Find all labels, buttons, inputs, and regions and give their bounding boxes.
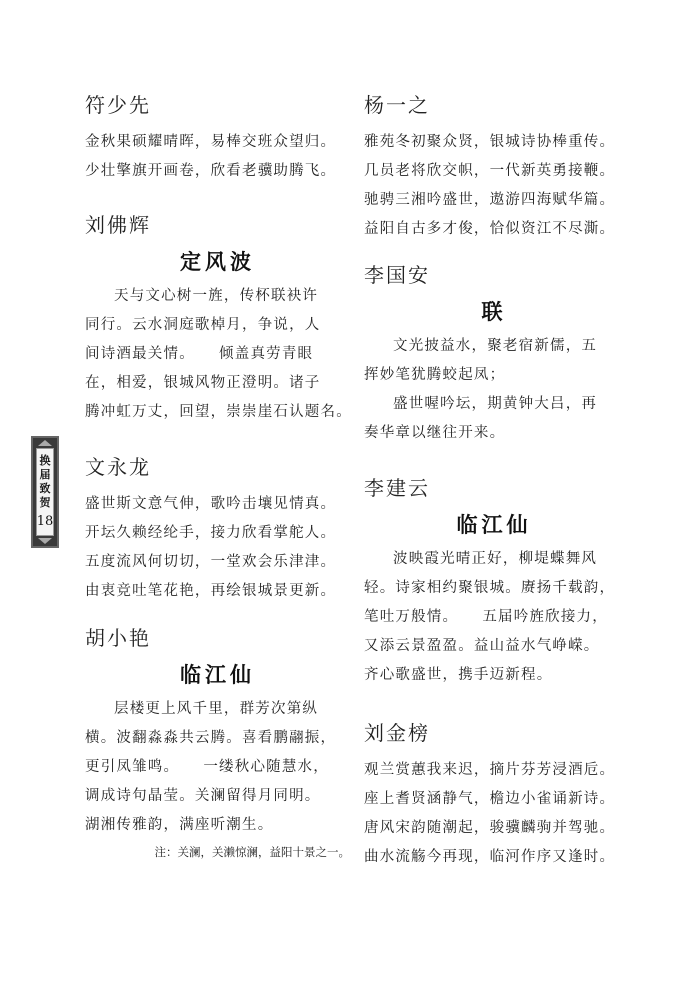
poem-line: 益阳自古多才俊，恰似资江不尽澌。: [364, 221, 616, 237]
poem-line: 文光披益水，聚老宿新儒，五: [393, 338, 598, 354]
poem-author: 符少先: [85, 93, 151, 117]
poem-li-guoan: [364, 262, 624, 448]
poem-author: 文永龙: [85, 455, 151, 479]
poem-line: 又添云景盈盈。益山益水气峥嵘。: [364, 638, 600, 654]
poem-line: 金秋果硕耀晴晖，易棒交班众望归。: [85, 134, 337, 150]
poem-author: 杨一之: [364, 93, 430, 117]
poem-line: 盛世斯文意气伸，歌吟击壤见情真。: [85, 496, 337, 512]
poem-line: 挥妙笔犹腾蛟起凤；: [364, 367, 506, 383]
poem-line: 调成诗句晶莹。关澜留得月同明。: [85, 788, 321, 804]
section-tab: [31, 436, 59, 548]
poem-line: 笔吐万般情。 五届吟旌欣接力，: [364, 609, 608, 625]
poem-title: 定风波: [180, 249, 255, 274]
poem-line: 唐风宋韵随潮起，骏骥麟驹并驾驰。: [364, 820, 616, 836]
page-number: 18: [36, 514, 54, 529]
poem-line: 由衷竞吐笔花艳，再绘银城景更新。: [85, 583, 337, 599]
poem-line: 在，相爱，银城风物正澄明。诸子: [85, 375, 321, 391]
poem-author: 刘金榜: [364, 721, 430, 745]
poem-line: 横。波翻淼淼共云腾。喜看鹏翮振，: [85, 730, 337, 746]
poem-title: 临江仙: [180, 662, 255, 687]
poem-fu-shaoxian: [85, 92, 350, 186]
poem-author: 李国安: [364, 263, 430, 287]
poem-author: 刘佛辉: [85, 213, 151, 237]
poem-line: 曲水流觞今再现，临河作序又逢时。: [364, 849, 616, 865]
poem-line: 奏华章以继往开来。: [364, 425, 506, 441]
poem-wen-yonglong: [85, 454, 350, 606]
section-tab-label: 换届致贺: [39, 454, 51, 509]
tab-top-ornament: [38, 440, 52, 446]
poem-line: 更引凤雏鸣。 一缕秋心随慧水，: [85, 759, 329, 775]
poem-line: 座上耆贤涵静气，檐边小雀诵新诗。: [364, 791, 616, 807]
poem-line: 几员老将欣交帜，一代新英勇接鞭。: [364, 163, 616, 179]
section-tab-inner: [36, 448, 54, 536]
poem-line: 驰骋三湘吟盛世，遨游四海赋华篇。: [364, 192, 616, 208]
poem-yang-yizhi: [364, 92, 624, 244]
poem-author: 胡小艳: [85, 626, 151, 650]
poem-line: 少壮擎旗开画卷，欣看老骥助腾飞。: [85, 163, 337, 179]
poem-line: 腾冲虹万丈，回望，崇崇崖石认题名。: [85, 404, 352, 420]
poem-line: 层楼更上风千里，群芳次第纵: [114, 701, 319, 717]
poem-line: 齐心歌盛世，携手迈新程。: [364, 667, 553, 683]
poem-line: 开坛久赖经纶手，接力欣看掌舵人。: [85, 525, 337, 541]
poem-title: 临江仙: [456, 512, 532, 537]
poem-li-jianyun: [364, 475, 624, 690]
tab-bottom-ornament: [38, 538, 52, 544]
poem-line: 五度流风何切切，一堂欢会乐津津。: [85, 554, 337, 570]
poem-title: 联: [481, 299, 507, 324]
poem-hu-xiaoyan: [85, 625, 350, 862]
poem-line: 天与文心树一旌，传杯联袂许: [114, 288, 319, 304]
poem-note: 注：关澜，关濑惊澜，益阳十景之一。: [154, 845, 350, 859]
poem-author: 李建云: [364, 476, 430, 500]
poem-line: 湖湘传雅韵，满座听潮生。: [85, 817, 274, 833]
poem-line: 波映霞光晴正好，柳堤蝶舞风: [393, 551, 598, 567]
poem-line: 间诗酒最关情。 倾盖真劳青眼: [85, 346, 314, 362]
poem-line: 盛世喔吟坛，期黄钟大吕，再: [393, 396, 598, 412]
poem-line: 轻。诗家相约聚银城。赓扬千载韵，: [364, 580, 616, 596]
poem-line: 同行。云水洞庭歌棹月，争说，人: [85, 317, 321, 333]
poem-liu-fohui: [85, 212, 350, 427]
poem-line: 观兰赏蕙我来迟，摘片芬芳浸酒卮。: [364, 762, 616, 778]
poem-line: 雅苑冬初聚众贤，银城诗协棒重传。: [364, 134, 616, 150]
poem-liu-jinbang: [364, 720, 624, 872]
